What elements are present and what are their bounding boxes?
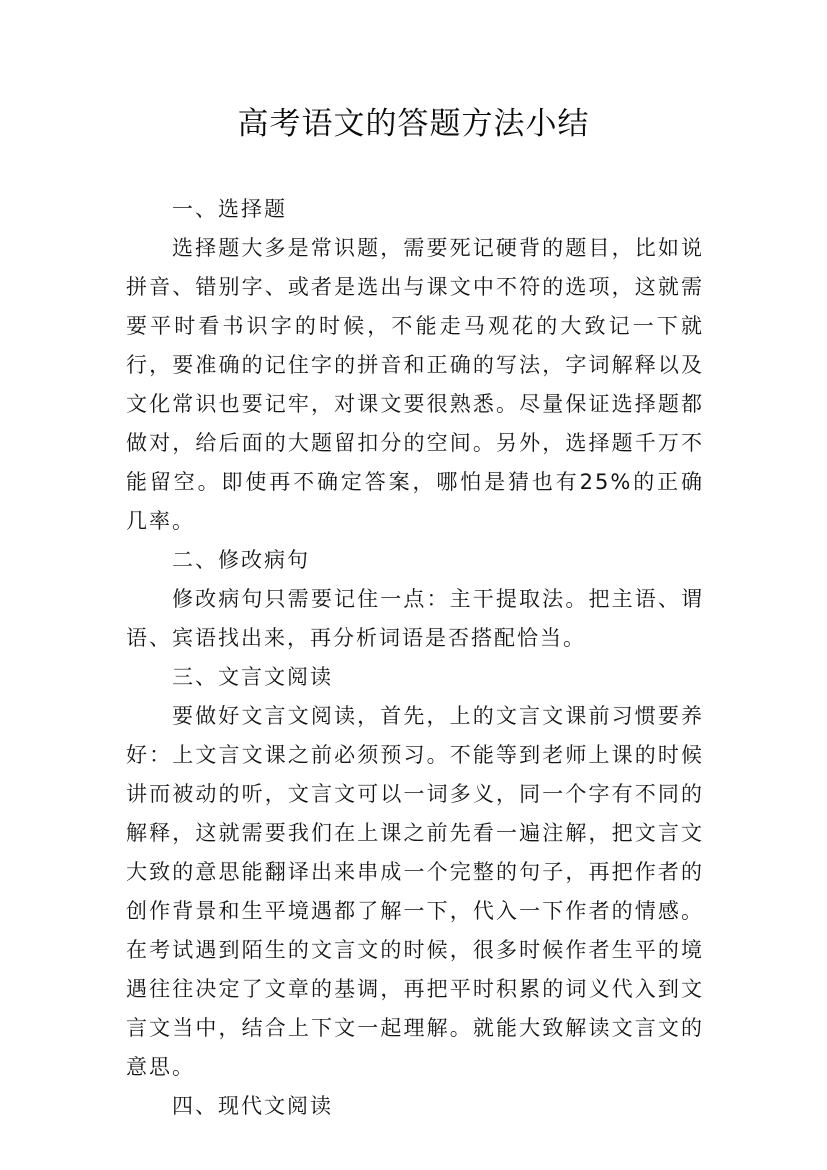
paragraph-sentence-correction: 修改病句只需要记住一点：主干提取法。把主语、谓语、宾语找出来，再分析词语是否搭配恰当。 (126, 587, 704, 650)
document-body (126, 190, 704, 1126)
document-title: 高考语文的答题方法小结 (237, 106, 590, 142)
paragraph-classical-chinese: 要做好文言文阅读，首先，上的文言文课前习惯要养好：上文言文课之前必须预习。不能等到老师上课的时候讲而被动的听，文言文可以一词多义，同一个字有不同的解释，这就需要我们在上课之前先看一遍注解，把文言文大致的意思能翻译出来串成一个完整的句子，再把作者的创作背景和生平境遇都了解一下，代入一下作者的情感。在考试遇到陌生的文言文的时候，很多时候作者生平的境遇往往决定了文章的基调，再把平时积累的词义代入到文言文当中，结合上下文一起理解。就能大致解读文言文的意思。 (126, 704, 704, 1079)
section-heading-sentence-correction: 二、修改病句 (172, 548, 310, 572)
section-heading-choice: 一、选择题 (172, 197, 287, 221)
section-heading-classical-chinese: 三、文言文阅读 (172, 665, 333, 689)
paragraph-choice: 选择题大多是常识题，需要死记硬背的题目，比如说拼音、错别字、或者是选出与课文中不符的选项，这就需要平时看书识字的时候，不能走马观花的大致记一下就行，要准确的记住字的拼音和正确的写法，字词解释以及文化常识也要记牢，对课文要很熟悉。尽量保证选择题都做对，给后面的大题留扣分的空间。另外，选择题千万不能留空。即使再不确定答案，哪怕是猜也有25%的正确几率。 (126, 236, 704, 533)
section-heading-modern-reading: 四、现代文阅读 (172, 1094, 333, 1118)
